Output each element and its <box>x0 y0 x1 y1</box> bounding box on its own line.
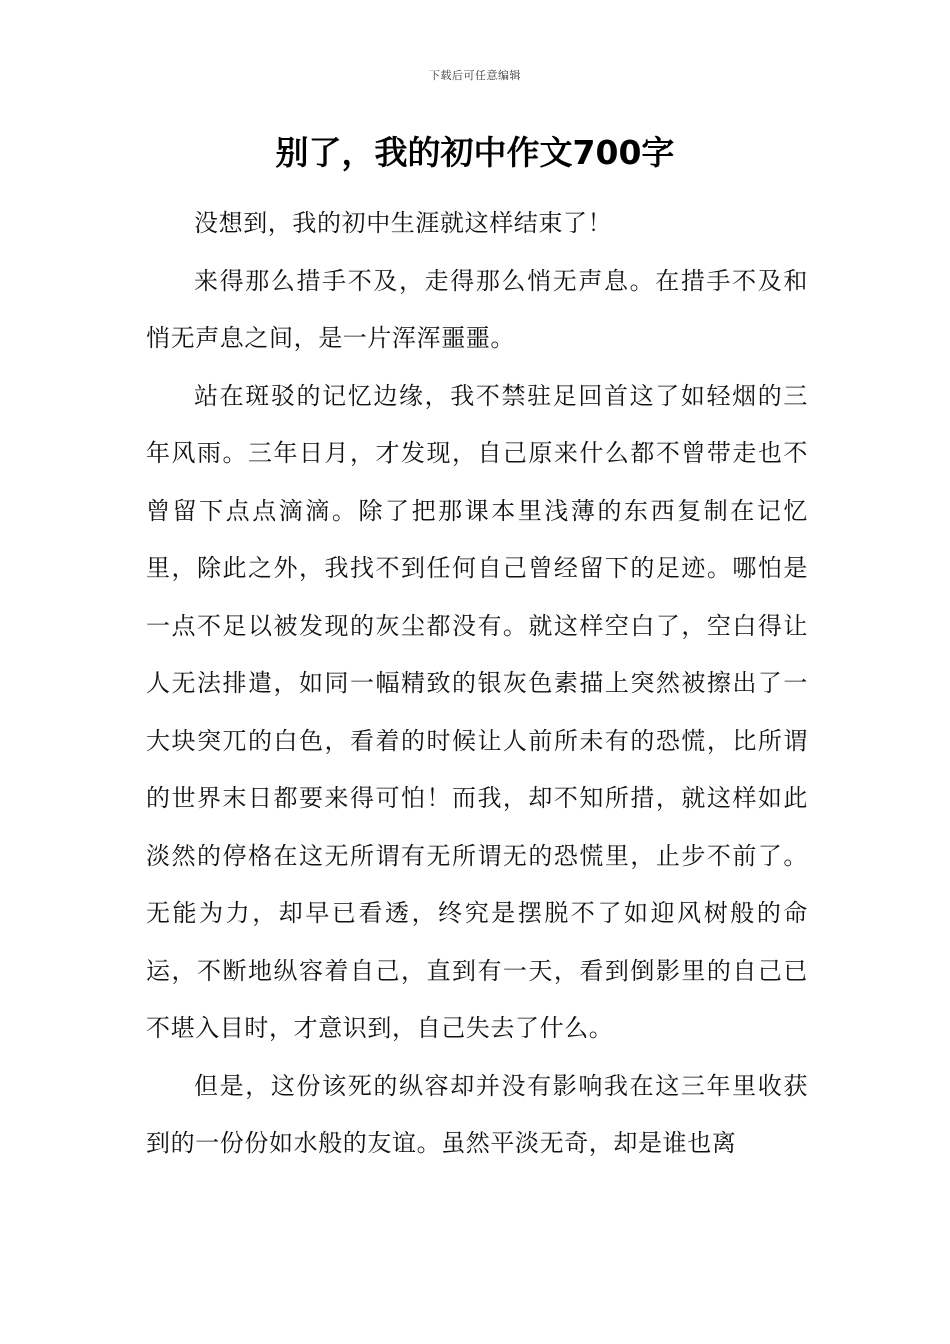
paragraph-3: 站在斑驳的记忆边缘，我不禁驻足回首这了如轻烟的三年风雨。三年日月，才发现，自己原来什么都不曾带走也不曾留下点点滴滴。除了把那课本里浅薄的东西复制在记忆里，除此之外，我找不到任何自己曾经留下的足迹。哪怕是一点不足以被发现的灰尘都没有。就这样空白了，空白得让人无法排遣，如同一幅精致的银灰色素描上突然被擦出了一大块突兀的白色，看着的时候让人前所未有的恐慌，比所谓的世界末日都要来得可怕！而我，却不知所措，就这样如此淡然的停格在这无所谓有无所谓无的恐慌里，止步不前了。无能为力，却早已看透，终究是摆脱不了如迎风树般的命运，不断地纵容着自己，直到有一天，看到倒影里的自己已不堪入目时，才意识到，自己失去了什么。 <box>146 381 808 1042</box>
header-note: 下载后可任意编辑 <box>429 69 521 82</box>
paragraph-1: 没想到，我的初中生涯就这样结束了！ <box>194 209 613 237</box>
paragraph-2: 来得那么措手不及，走得那么悄无声息。在措手不及和悄无声息之间，是一片浑浑噩噩。 <box>146 266 808 352</box>
document-title: 别了，我的初中作文700字 <box>275 133 675 172</box>
paragraph-4: 但是，这份该死的纵容却并没有影响我在这三年里收获到的一份份如水般的友谊。虽然平淡无奇，却是谁也离 <box>146 1071 808 1157</box>
document-body <box>146 195 808 1173</box>
